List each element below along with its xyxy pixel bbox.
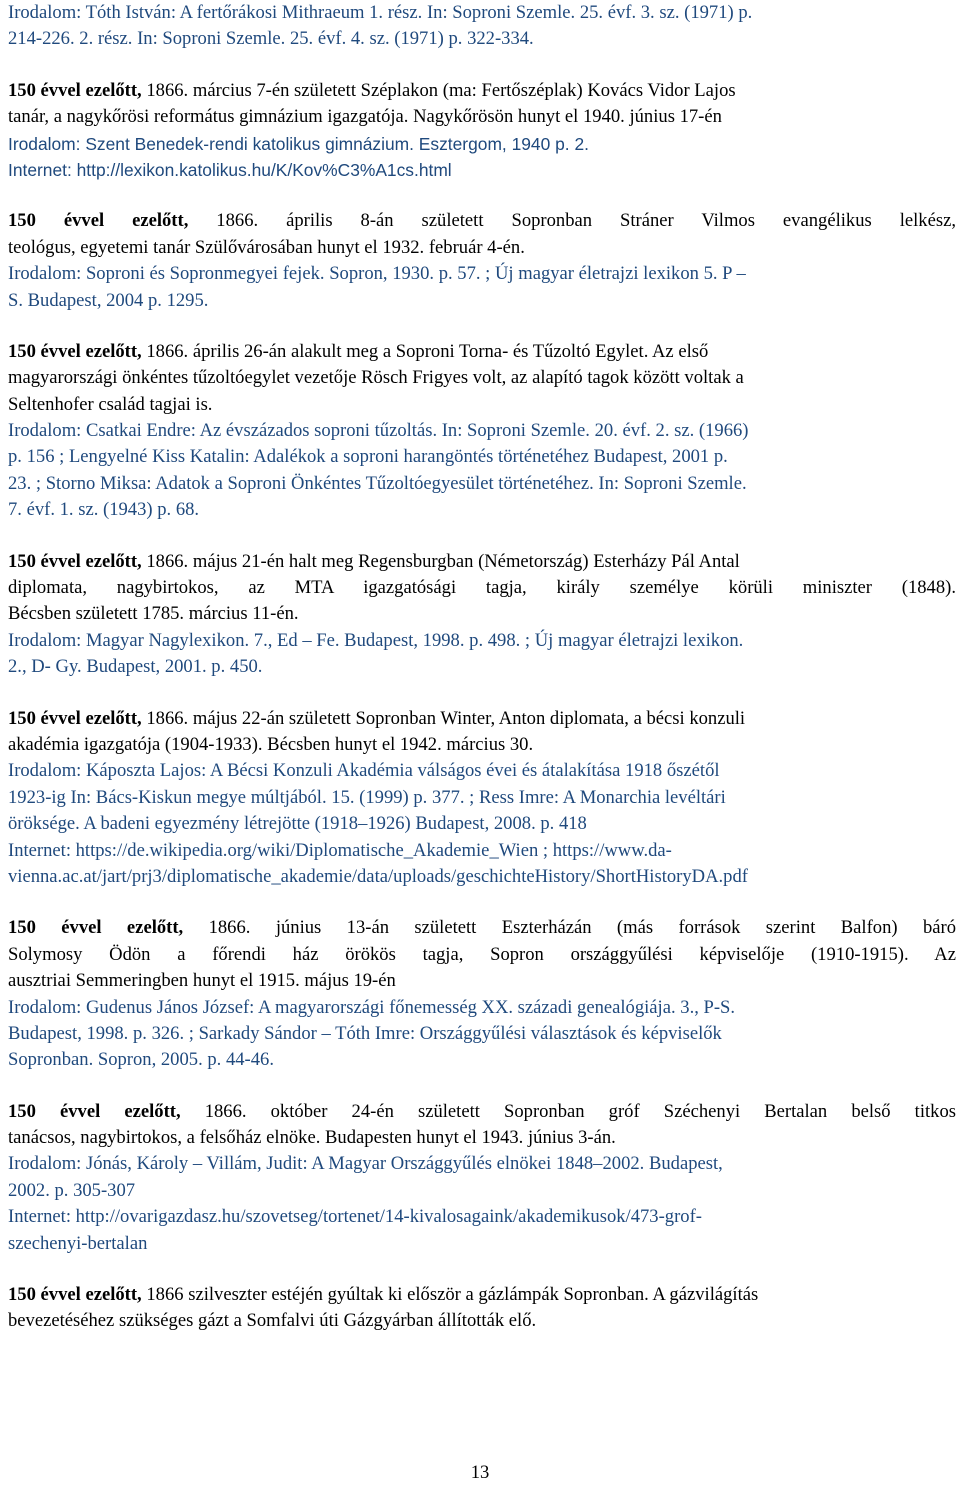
text-line bbox=[8, 942, 956, 968]
line-text: diplomata, nagybirtokos, az MTA igazgatósági tagja, király személye körüli miniszter (1848). bbox=[8, 577, 956, 599]
line-text: magyarországi önkéntes tűzoltóegylet vezetője Rösch Frigyes volt, az alapító tagok között voltak a bbox=[8, 367, 744, 389]
line-text: Sopronban. Sopron, 2005. p. 44-46. bbox=[8, 1049, 274, 1071]
text-line bbox=[8, 706, 956, 732]
line-text: 2., D- Gy. Budapest, 2001. p. 450. bbox=[8, 656, 263, 678]
line-text: 1866 szilveszter estéjén gyúltak ki először a gázlámpák Sopronban. A gázvilágítás bbox=[141, 1284, 759, 1306]
text-line bbox=[8, 235, 956, 261]
paragraph-gap bbox=[8, 314, 956, 339]
text-line bbox=[8, 601, 956, 627]
reference-line bbox=[8, 1231, 956, 1257]
text-line bbox=[8, 549, 956, 575]
paragraph-gap bbox=[8, 1074, 956, 1099]
text-line bbox=[8, 339, 956, 365]
reference-line bbox=[8, 995, 956, 1021]
entry-block bbox=[8, 78, 956, 184]
entry-block bbox=[8, 1282, 956, 1335]
reference-line bbox=[8, 418, 956, 444]
reference-line bbox=[8, 157, 956, 183]
line-text: Irodalom: Csatkai Endre: Az évszázados soproni tűzoltás. In: Soproni Szemle. 20. évf. 2. sz. (1966) bbox=[8, 420, 749, 442]
text-line bbox=[8, 104, 956, 130]
line-text: 1866. május 21-én halt meg Regensburgban (Németország) Esterházy Pál Antal bbox=[141, 550, 740, 572]
text-line bbox=[8, 392, 956, 418]
reference-line bbox=[8, 131, 956, 157]
entry-block bbox=[8, 706, 956, 891]
reference-line bbox=[8, 261, 956, 287]
line-text: Internet: http://lexikon.katolikus.hu/K/Kov%C3%A1cs.html bbox=[8, 159, 452, 180]
reference-line bbox=[8, 1047, 956, 1073]
line-text: Irodalom: Gudenus János József: A magyarországi főnemesség XX. századi genealógiája. 3., P-S. bbox=[8, 996, 736, 1018]
paragraph-gap bbox=[8, 681, 956, 706]
page-number: 13 bbox=[470, 1462, 490, 1483]
entry-block bbox=[8, 339, 956, 524]
text-line bbox=[8, 575, 956, 601]
entry-heading: 150 évvel ezelőtt, bbox=[8, 550, 142, 572]
line-text: ausztriai Semmeringben hunyt el 1915. május 19-én bbox=[8, 970, 396, 992]
entry-block bbox=[8, 549, 956, 681]
line-text: 1866. április 26-án alakult meg a Soproni Torna- és Tűzoltó Egylet. Az első bbox=[141, 340, 709, 362]
text-line bbox=[8, 968, 956, 994]
reference-line bbox=[8, 471, 956, 497]
line-text: p. 156 ; Lengyelné Kiss Katalin: Adalékok a soproni harangöntés történetéhez Budapest, 2001 p. bbox=[8, 446, 728, 468]
line-text: Irodalom: Soproni és Sopronmegyei fejek. Sopron, 1930. p. 57. ; Új magyar életrajzi lexikon 5. P – bbox=[8, 263, 746, 285]
text-line bbox=[8, 365, 956, 391]
line-text: 2002. p. 305-307 bbox=[8, 1179, 136, 1201]
paragraph-gap bbox=[8, 1257, 956, 1282]
paragraph-gap bbox=[8, 890, 956, 915]
reference-line bbox=[8, 864, 956, 890]
line-text: Irodalom: Jónás, Károly – Villám, Judit: A Magyar Országgyűlés elnökei 1848–2002. Budapest, bbox=[8, 1153, 723, 1175]
text-line bbox=[8, 208, 956, 234]
document-page bbox=[8, 0, 956, 1335]
paragraph-gap bbox=[8, 183, 956, 208]
entry-block bbox=[8, 915, 956, 1073]
paragraph-gap bbox=[8, 524, 956, 549]
entry-heading: 150 évvel ezelőtt, bbox=[8, 1100, 181, 1122]
line-text: Irodalom: Tóth István: A fertőrákosi Mithraeum 1. rész. In: Soproni Szemle. 25. évf. 3. sz. (1971) p. bbox=[8, 2, 753, 23]
line-text: akadémia igazgatója (1904-1933). Bécsben hunyt el 1942. március 30. bbox=[8, 733, 534, 755]
line-text: 7. évf. 1. sz. (1943) p. 68. bbox=[8, 499, 200, 521]
reference-line bbox=[8, 1021, 956, 1047]
text-line bbox=[8, 915, 956, 941]
reference-line bbox=[8, 758, 956, 784]
line-text: 1866. május 22-án született Sopronban Winter, Anton diplomata, a bécsi konzuli bbox=[141, 707, 746, 729]
text-line bbox=[8, 1308, 956, 1334]
line-text: 1866. október 24-én született Sopronban gróf Széchenyi Bertalan belső titkos bbox=[180, 1100, 956, 1122]
line-text: Bécsben született 1785. március 11-én. bbox=[8, 603, 299, 625]
line-text: 214-226. 2. rész. In: Soproni Szemle. 25. évf. 4. sz. (1971) p. 322-334. bbox=[8, 28, 534, 50]
line-text: Solymosy Ödön a főrendi ház örökös tagja, Sopron országgyűlési képviselője (1910-1915). Az bbox=[8, 943, 956, 965]
line-text: Irodalom: Magyar Nagylexikon. 7., Ed – Fe. Budapest, 1998. p. 498. ; Új magyar életrajzi lexikon. bbox=[8, 629, 744, 651]
entry-block bbox=[8, 208, 956, 314]
entry-heading: 150 évvel ezelőtt, bbox=[8, 210, 189, 232]
line-text: S. Budapest, 2004 p. 1295. bbox=[8, 289, 209, 311]
reference-line bbox=[8, 288, 956, 314]
line-text: Budapest, 1998. p. 326. ; Sarkady Sándor – Tóth Imre: Országgyűlési választások és képviselők bbox=[8, 1022, 722, 1044]
reference-line bbox=[8, 26, 956, 52]
reference-line bbox=[8, 785, 956, 811]
text-line bbox=[8, 78, 956, 104]
line-text: bevezetéséhez szükséges gázt a Somfalvi úti Gázgyárban állították elő. bbox=[8, 1310, 537, 1332]
line-text: tanácsos, nagybirtokos, a felsőház elnöke. Budapesten hunyt el 1943. június 3-án. bbox=[8, 1127, 616, 1149]
line-text: Irodalom: Káposzta Lajos: A Bécsi Konzuli Akadémia válságos évei és átalakítása 1918 őszétől bbox=[8, 760, 720, 782]
entry-heading: 150 évvel ezelőtt, bbox=[8, 1284, 142, 1306]
line-text: vienna.ac.at/jart/prj3/diplomatische_akademie/data/uploads/geschichteHistory/ShortHistoryDA.pdf bbox=[8, 865, 748, 887]
text-line bbox=[8, 1282, 956, 1308]
reference-line bbox=[8, 811, 956, 837]
line-text: 1866. április 8-án született Sopronban Stráner Vilmos evangélikus lelkész, bbox=[188, 210, 956, 232]
line-text: 23. ; Storno Miksa: Adatok a Soproni Önkéntes Tűzoltóegyesület történetéhez. In: Soproni Szemle. bbox=[8, 472, 747, 494]
text-line bbox=[8, 1099, 956, 1125]
line-text: teológus, egyetemi tanár Szülővárosában hunyt el 1932. február 4-én. bbox=[8, 236, 525, 258]
paragraph-gap bbox=[8, 53, 956, 78]
reference-line bbox=[8, 0, 956, 26]
line-text: öröksége. A badeni egyezmény létrejötte (1918–1926) Budapest, 2008. p. 418 bbox=[8, 813, 587, 835]
line-text: Seltenhofer család tagjai is. bbox=[8, 393, 213, 415]
line-text: Internet: http://ovarigazdasz.hu/szovetseg/tortenet/14-kivalosagaink/akademikusok/473-grof- bbox=[8, 1206, 702, 1228]
reference-line bbox=[8, 497, 956, 523]
entry-heading: 150 évvel ezelőtt, bbox=[8, 707, 142, 729]
reference-line bbox=[8, 1151, 956, 1177]
line-text: 1866. június 13-án született Eszterházán (más források szerint Balfon) báró bbox=[183, 917, 956, 939]
reference-line bbox=[8, 444, 956, 470]
reference-line bbox=[8, 838, 956, 864]
line-text: Irodalom: Szent Benedek-rendi katolikus gimnázium. Esztergom, 1940 p. 2. bbox=[8, 133, 589, 154]
line-text: 1866. március 7-én született Széplakon (ma: Fertőszéplak) Kovács Vidor Lajos bbox=[141, 79, 736, 101]
line-text: tanár, a nagykőrösi református gimnázium igazgatója. Nagykőrösön hunyt el 1940. június 17-én bbox=[8, 106, 722, 128]
entry-block bbox=[8, 0, 956, 53]
text-line bbox=[8, 1125, 956, 1151]
text-line bbox=[8, 732, 956, 758]
reference-line bbox=[8, 1178, 956, 1204]
reference-line bbox=[8, 654, 956, 680]
reference-line bbox=[8, 628, 956, 654]
entry-heading: 150 évvel ezelőtt, bbox=[8, 340, 142, 362]
line-text: 1923-ig In: Bács-Kiskun megye múltjából. 15. (1999) p. 377. ; Ress Imre: A Monarchia levéltári bbox=[8, 786, 726, 808]
line-text: szechenyi-bertalan bbox=[8, 1232, 148, 1254]
entry-heading: 150 évvel ezelőtt, bbox=[8, 79, 142, 101]
entry-heading: 150 évvel ezelőtt, bbox=[8, 917, 184, 939]
line-text: Internet: https://de.wikipedia.org/wiki/Diplomatische_Akademie_Wien ; https://www.da- bbox=[8, 839, 672, 861]
reference-line bbox=[8, 1204, 956, 1230]
entry-block bbox=[8, 1099, 956, 1257]
